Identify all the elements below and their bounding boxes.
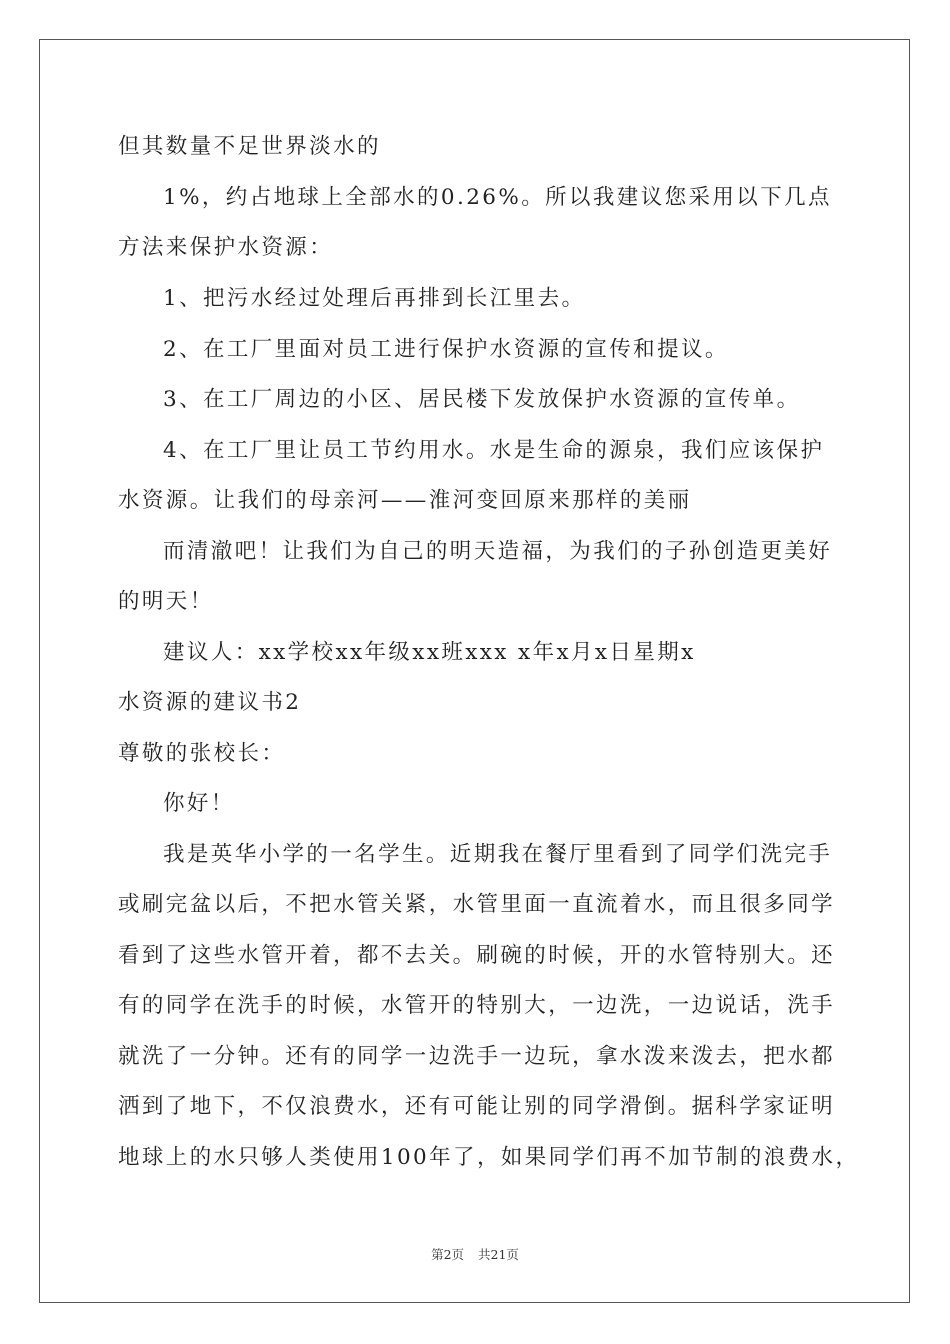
text-line: 有的同学在洗手的时候，水管开的特别大，一边洗，一边说话，洗手 <box>118 993 836 1018</box>
text-line: 而清澈吧！让我们为自己的明天造福，为我们的子孙创造更美好 <box>163 539 833 564</box>
salutation: 尊敬的张校长： <box>118 741 286 766</box>
text-line: 地球上的水只够人类使用100年了，如果同学们再不加节制的浪费水， <box>118 1145 860 1170</box>
page-number: 第2页 <box>431 1247 465 1262</box>
list-item: 1、把污水经过处理后再排到长江里去。 <box>163 286 586 311</box>
signature-line: 建议人：xx学校xx年级xx班xxx x年x月x日星期x <box>163 640 696 665</box>
text-line: 水资源。让我们的母亲河——淮河变回原来那样的美丽 <box>118 488 692 513</box>
list-item: 4、在工厂里让员工节约用水。水是生命的源泉，我们应该保护 <box>163 438 825 463</box>
text-line: 方法来保护水资源： <box>118 235 334 260</box>
text-line: 就洗了一分钟。还有的同学一边洗手一边玩，拿水泼来泼去，把水都 <box>118 1044 836 1069</box>
section-title: 水资源的建议书2 <box>118 690 302 715</box>
greeting: 你好！ <box>163 791 235 816</box>
text-line: 但其数量不足世界淡水的 <box>118 134 381 159</box>
text-line: 1%，约占地球上全部水的0.26%。所以我建议您采用以下几点 <box>163 185 832 210</box>
list-item: 2、在工厂里面对员工进行保护水资源的宣传和提议。 <box>163 337 729 362</box>
page-total: 共21页 <box>478 1247 519 1262</box>
text-line: 看到了这些水管开着，都不去关。刷碗的时候，开的水管特别大。还 <box>118 943 836 968</box>
page-footer <box>0 1247 950 1263</box>
text-line: 我是英华小学的一名学生。近期我在餐厅里看到了同学们洗完手 <box>163 842 833 867</box>
text-line: 洒到了地下，不仅浪费水，还有可能让别的同学滑倒。据科学家证明 <box>118 1094 836 1119</box>
list-item: 3、在工厂周边的小区、居民楼下发放保护水资源的宣传单。 <box>163 387 801 412</box>
text-line: 的明天！ <box>118 589 214 614</box>
text-line: 或刷完盆以后，不把水管关紧，水管里面一直流着水，而且很多同学 <box>118 892 836 917</box>
